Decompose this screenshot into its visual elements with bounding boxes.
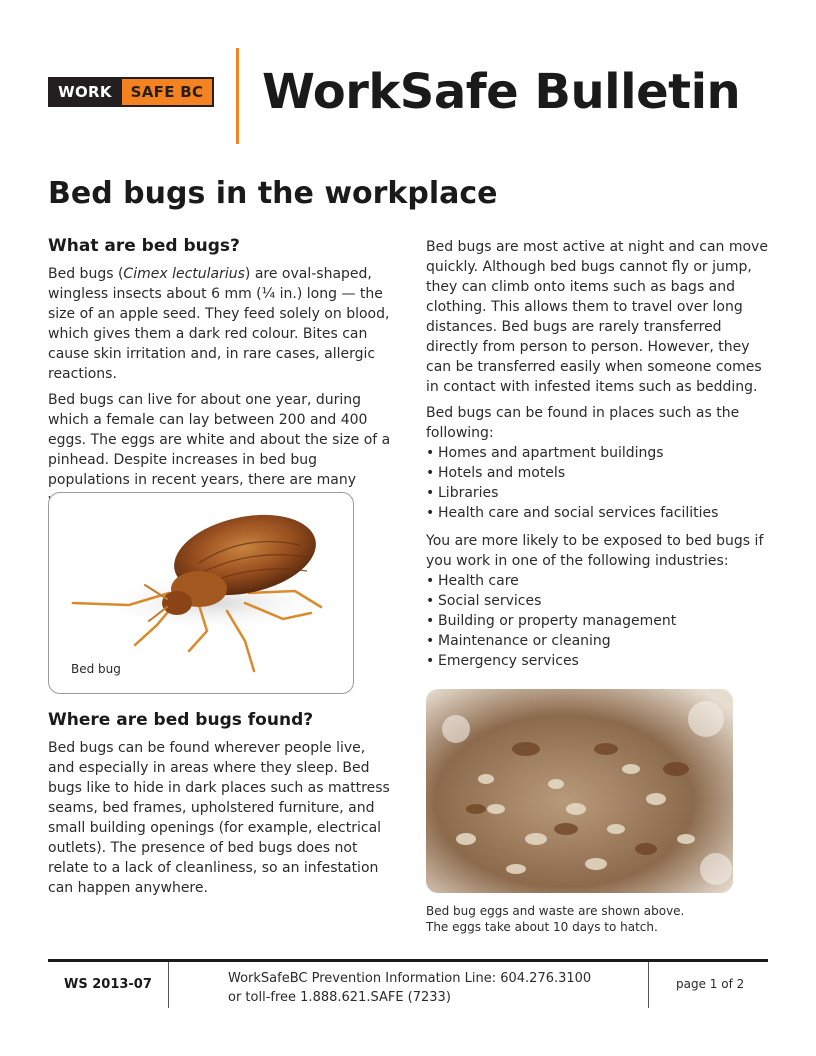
list-item: • Emergency services (426, 651, 771, 671)
page-title: Bed bugs in the workplace (48, 176, 498, 211)
eggs-illustration (426, 689, 733, 893)
what-paragraph-1 (48, 264, 394, 384)
worksafebc-logo (48, 77, 214, 107)
eggs-caption-line-1: Bed bug eggs and waste are shown above. (426, 904, 685, 918)
figure-caption: Bed bug (71, 662, 121, 676)
what-paragraph-2: Bed bugs can live for about one year, during which a female can lay between 200 and 400 eggs. The eggs are white and about the size of a pinhead. Despite increases in bed bug populations in recent years, there are many (48, 392, 391, 488)
what-section (48, 236, 394, 516)
bulletin-title: WorkSafe Bulletin (262, 64, 741, 120)
list-item: • Hotels and motels (426, 463, 771, 483)
list-item: • Homes and apartment buildings (426, 443, 771, 463)
logo-work-text: WORK (48, 77, 122, 107)
right-paragraph-2: Bed bugs can be found in places such as the following: (426, 405, 740, 441)
footer-divider (648, 962, 649, 1008)
list-item: • Health care and social services facilities (426, 503, 771, 523)
eggs-caption-line-2: The eggs take about 10 days to hatch. (426, 920, 658, 934)
industries-list (426, 571, 771, 671)
list-item: • Building or property management (426, 611, 771, 631)
right-paragraph-1: Bed bugs are most active at night and can move quickly. Although bed bugs cannot fly or jump, they can climb onto items such as bags and clothing. This allows them to travel over long distances. Bed bugs are rarely transferred directly from person to person. However, they can be transferred easily when someone comes in contact with infested items such as bedding. (426, 239, 768, 395)
header-divider (236, 48, 239, 144)
prevention-line-1: WorkSafeBC Prevention Information Line: 604.276.3100 (228, 971, 592, 986)
what-heading: What are bed bugs? (48, 236, 240, 256)
footer-divider (168, 962, 169, 1008)
page-number: page 1 of 2 (676, 977, 745, 991)
list-item: • Health care (426, 571, 771, 591)
eggs-caption (426, 903, 766, 935)
right-paragraph-3: You are more likely to be exposed to bed bugs if you work in one of the following industries: (426, 533, 764, 569)
list-item: • Libraries (426, 483, 771, 503)
prevention-line-2: or toll-free 1.888.621.SAFE (7233) (228, 990, 451, 1005)
logo-safe-text: SAFE BC (122, 77, 214, 107)
prevention-info (228, 969, 591, 1007)
list-item: • Maintenance or cleaning (426, 631, 771, 651)
bulletin-code: WS 2013-07 (64, 977, 152, 992)
list-item: • Social services (426, 591, 771, 611)
scientific-name: Cimex lectularius (123, 266, 245, 282)
places-list (426, 443, 771, 523)
what-p1-post: ) are oval-shaped, wingless insects about 6 mm (¼ in.) long — the size of an apple seed. They feed solely on blood, which gives them a dark red colour. Bites can cause skin irritation and, in rare cases, allergic reactions. (48, 266, 390, 382)
right-column (426, 237, 771, 677)
what-p1-pre: Bed bugs ( (48, 266, 124, 282)
where-section (48, 710, 394, 904)
bed-bug-eggs-photo (426, 689, 733, 893)
footer-rule (48, 959, 768, 962)
where-heading: Where are bed bugs found? (48, 710, 314, 730)
where-paragraph: Bed bugs can be found wherever people live, and especially in areas where they sleep. Bed bugs like to hide in dark places such as mattress seams, bed frames, upholstered furniture, and small building openings (for example, electrical outlets). The presence of bed bugs does not relate to a lack of cleanliness, so an infestation can happen anywhere. (48, 740, 390, 896)
